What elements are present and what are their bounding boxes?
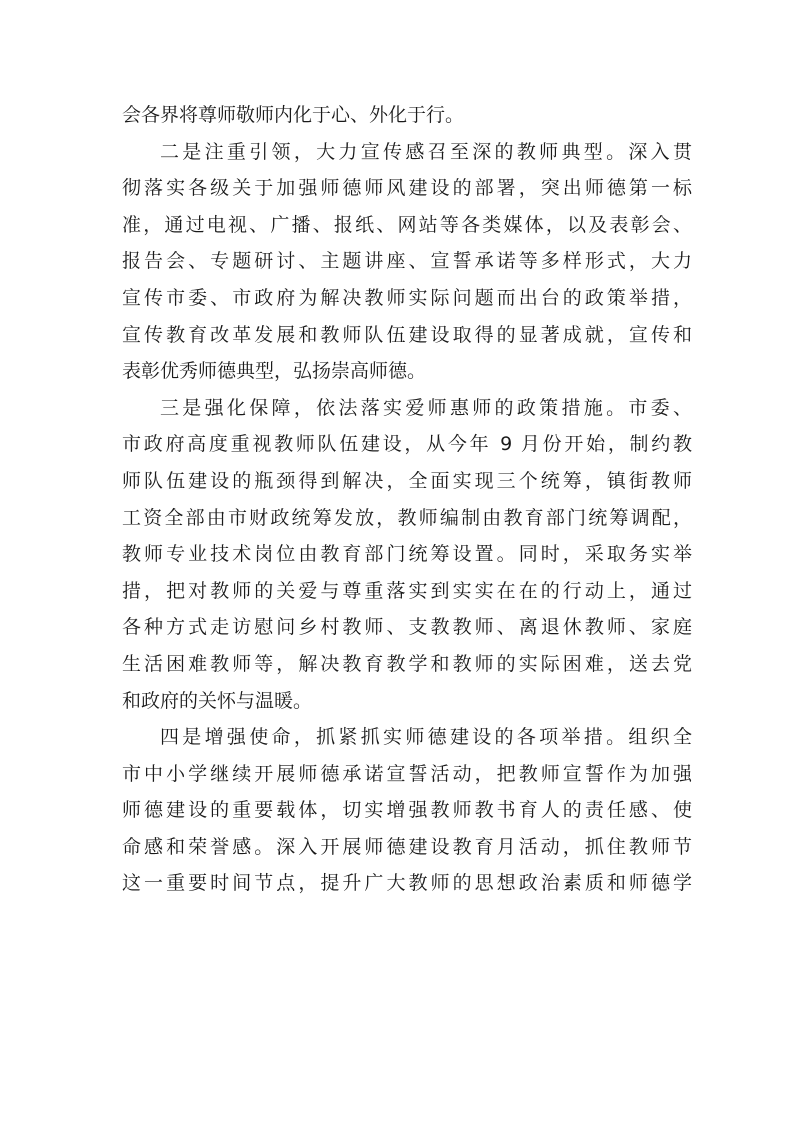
text-line: 宣传市委、市政府为解决教师实际问题而出台的政策举措， [122, 286, 692, 309]
text-line: 师队伍建设的瓶颈得到解决，全面实现三个统筹，镇街教师 [122, 469, 692, 492]
paragraph-start-line: 四是增强使命，抓紧抓实师德建设的各项举措。组织全 [160, 726, 692, 749]
text-line: 表彰优秀师德典型，弘扬崇高师德。 [122, 360, 427, 383]
text-line: 措，把对教师的关爱与尊重落实到实实在在的行动上，通过 [122, 579, 692, 602]
text-line: 市中小学继续开展师德承诺宣誓活动，把教师宣誓作为加强 [122, 762, 692, 785]
body-text [122, 97, 692, 902]
text-line: 准，通过电视、广播、报纸、网站等各类媒体，以及表彰会、 [122, 213, 692, 236]
text-line: 师德建设的重要载体，切实增强教师教书育人的责任感、使 [122, 799, 692, 822]
text-line: 工资全部由市财政统筹发放，教师编制由教育部门统筹调配， [122, 506, 692, 529]
text-line: 各种方式走访慰问乡村教师、支教教师、离退休教师、家庭 [122, 616, 692, 639]
text-line: 命感和荣誉感。深入开展师德建设教育月活动，抓住教师节 [122, 835, 692, 858]
text-line: 教师专业技术岗位由教育部门统筹设置。同时，采取务实举 [122, 543, 692, 566]
text-line: 会各界将尊师敬师内化于心、外化于行。 [122, 104, 465, 126]
paragraph-start-line: 二是注重引领，大力宣传感召至深的教师典型。深入贯 [160, 140, 692, 163]
paragraph-start-line: 三是强化保障，依法落实爱师惠师的政策措施。市委、 [160, 396, 692, 419]
text-line: 报告会、专题研讨、主题讲座、宣誓承诺等多样形式，大力 [122, 250, 692, 273]
text-line: 彻落实各级关于加强师德师风建设的部署，突出师德第一标 [122, 177, 692, 200]
text-line: 市政府高度重视教师队伍建设，从今年 9 月份开始，制约教 [122, 433, 692, 456]
text-line: 宣传教育改革发展和教师队伍建设取得的显著成就，宣传和 [122, 323, 692, 346]
text-line: 这一重要时间节点，提升广大教师的思想政治素质和师德学 [122, 872, 692, 895]
text-line: 生活困难教师等，解决教育教学和教师的实际困难，送去党 [122, 652, 692, 675]
text-line: 和政府的关怀与温暖。 [122, 689, 313, 712]
